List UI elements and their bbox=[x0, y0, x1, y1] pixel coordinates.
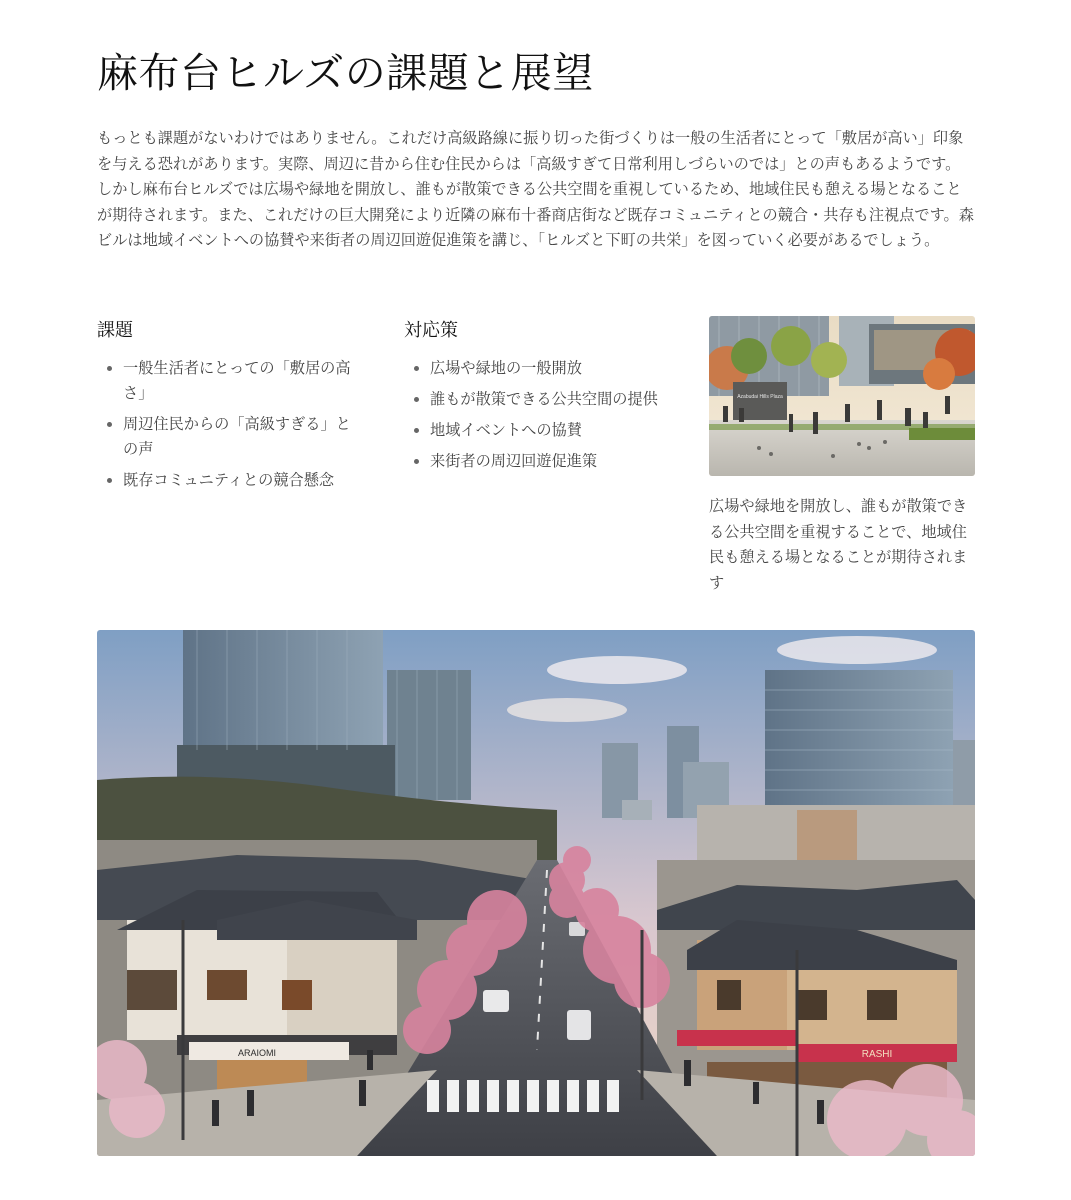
list-item: • 周辺住民からの「高級すぎる」との声 bbox=[123, 412, 359, 462]
list-item: • 地域イベントへの協賛 bbox=[430, 418, 700, 443]
plaza-caption: 広場や緑地を開放し、誰もが散策できる公共空間を重視することで、地域住民も憩える場となることが期待されます bbox=[709, 497, 968, 592]
measures-heading: 対応策 bbox=[404, 320, 458, 341]
streetscape-photo bbox=[97, 630, 975, 1156]
list-item: • 誰もが散策できる公共空間の提供 bbox=[430, 387, 700, 412]
shop-sign-left: ARAIOMI bbox=[237, 1048, 277, 1058]
shop-sign-right: RASHI bbox=[861, 1049, 893, 1060]
list-item: • 既存コミュニティとの競合懸念 bbox=[123, 468, 359, 493]
page-title: 麻布台ヒルズの課題と展望 bbox=[97, 49, 594, 97]
plaza-sign-text: Azabudai Hills Plaza bbox=[737, 394, 783, 400]
list-item: • 広場や緑地の一般開放 bbox=[430, 356, 700, 381]
measures-list bbox=[404, 356, 700, 480]
plaza-photo bbox=[709, 316, 975, 476]
list-item: • 一般生活者にとっての「敷居の高さ」 bbox=[123, 356, 359, 406]
issues-heading: 課題 bbox=[97, 320, 133, 341]
intro-paragraph: もっとも課題がないわけではありません。これだけ高級路線に振り切った街づくりは一般の生活者にとって「敷居が高い」印象を与える恐れがあります。実際、周辺に昔から住む住民からは「高級すぎて日常利用しづらいのでは」との声もあるようです。しかし麻布台ヒルズでは広場や緑地を開放し、誰もが散策できる公共空間を重視しているため、地域住民も憩える場となることが期待されます。また、これだけの巨大開発により近隣の麻布十番商店街など既存コミュニティとの競合・共存も注視点です。森ビルは地域イベントへの協賛や来街者の周辺回遊促進策を講じ、「ヒルズと下町の共栄」を図っていく必要があるでしょう。 bbox=[97, 129, 974, 250]
issues-list bbox=[97, 356, 359, 499]
list-item: • 来街者の周辺回遊促進策 bbox=[430, 449, 700, 474]
